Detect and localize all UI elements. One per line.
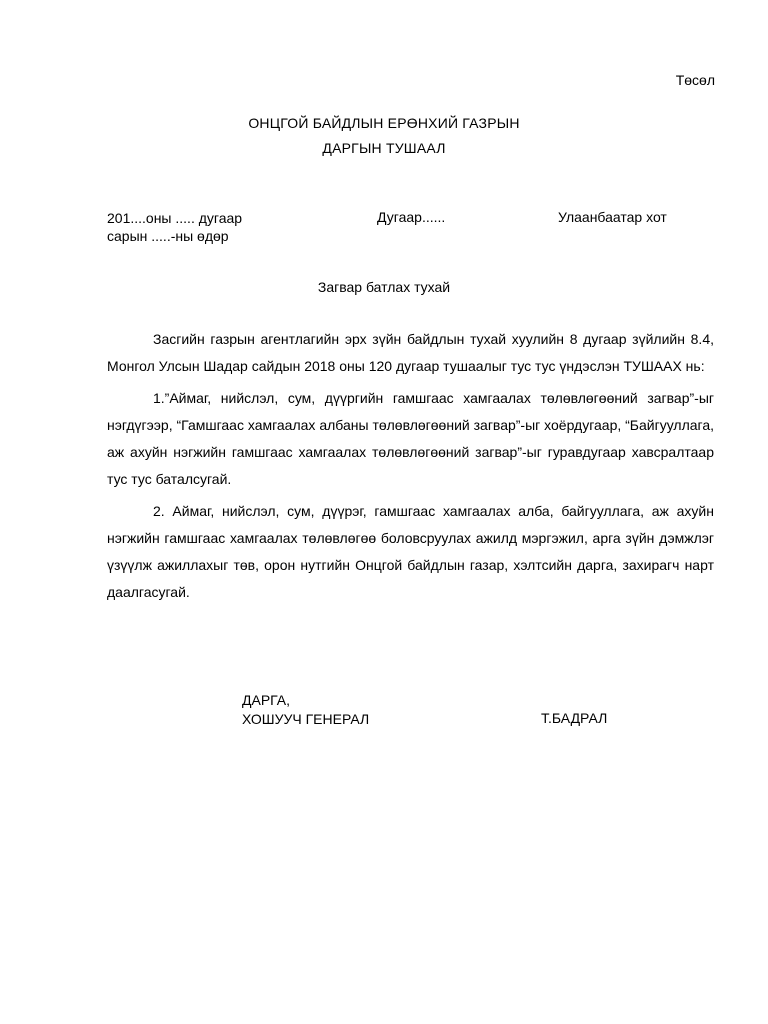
document-subject: Загвар батлах тухай — [317, 279, 451, 295]
signature-position — [242, 691, 369, 729]
date-line-2: сарын .....-ны өдөр — [107, 228, 229, 244]
body-paragraph-2: 2. Аймаг, нийслэл, сум, дүүрэг, гамшгаас хамгаалах алба, байгууллага, аж ахуйн нэгжийн гамшгаас хамгаалах төлөвлөгөө боловсруулах ажилд мэргэжил, арга зүйн дэмжлэг үзүүлж ажиллахыг төв, орон нутгийн Онцгой байдлын газар, хэлтсийн дарга, захирагч нарт даалгасугай. — [107, 503, 714, 600]
body-paragraph-1: 1.”Аймаг, нийслэл, сум, дүүргийн гамшгаас хамгаалах төлөвлөгөөний загвар”-ыг нэгдүгээр, “Гамшгаас хамгаалах албаны төлөвлөгөөний загвар”-ыг хоёрдугаар, “Байгууллага, аж ахуйн нэгжийн гамшгаас хамгаалах төлөвлөгөөний загвар”-ыг гуравдугаар хавсралтаар тус тус баталсугай. — [107, 390, 714, 487]
document-title-line-1: ОНЦГОЙ БАЙДЛЫН ЕРӨНХИЙ ГАЗРЫН — [248, 115, 520, 131]
signature-position-line-1: ДАРГА, — [242, 692, 291, 708]
date-block — [107, 209, 242, 245]
document-body — [107, 326, 714, 611]
document-title-line-2: ДАРГЫН ТУШААЛ — [322, 140, 446, 156]
draft-label: Төсөл — [675, 72, 715, 88]
date-line-1: 201....оны ..... дугаар — [107, 210, 243, 226]
city-name: Улаанбаатар хот — [558, 209, 667, 225]
signature-position-line-2: ХОШУУЧ ГЕНЕРАЛ — [242, 711, 370, 727]
signature-name: Т.БАДРАЛ — [541, 710, 608, 726]
body-paragraph-preamble: Засгийн газрын агентлагийн эрх зүйн байдлын тухай хуулийн 8 дугаар зүйлийн 8.4, Монгол Улсын Шадар сайдын 2018 оны 120 дугаар тушаалыг тус тус үндэслэн ТУШААХ нь: — [107, 331, 714, 374]
order-number: Дугаар...... — [377, 209, 446, 225]
